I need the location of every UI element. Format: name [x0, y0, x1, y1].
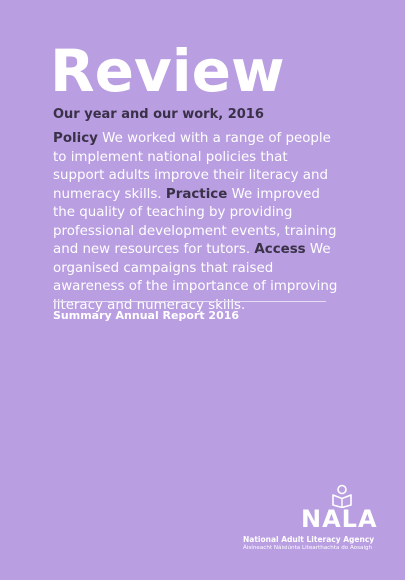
logo-wordmark: NALA: [301, 505, 378, 533]
cover-summary-paragraph: [53, 130, 343, 315]
logo-name-english: National Adult Literacy Agency: [243, 535, 375, 544]
keyword-practice: Practice: [165, 186, 228, 202]
cover-title: Review: [50, 37, 285, 105]
cover-subtitle: Our year and our work, 2016: [53, 107, 264, 122]
logo-name-irish: Áisíneacht Náisiúnta Litearthachta do Aosaigh: [243, 545, 373, 551]
policy-text: We worked with a range of people to implement national policies that support adults improve their literacy and numeracy skills.: [53, 131, 331, 202]
nala-logo: [240, 484, 380, 554]
access-text: We organised campaigns that raised awareness of the importance of improving literacy and numeracy skills.: [53, 242, 338, 313]
report-label: Summary Annual Report 2016: [53, 309, 240, 322]
keyword-policy: Policy: [53, 131, 98, 146]
keyword-access: Access: [254, 242, 306, 257]
practice-text: We improved the quality of teaching by providing professional development events, training and new resources for tutors.: [53, 186, 337, 257]
section-divider: [53, 301, 326, 302]
